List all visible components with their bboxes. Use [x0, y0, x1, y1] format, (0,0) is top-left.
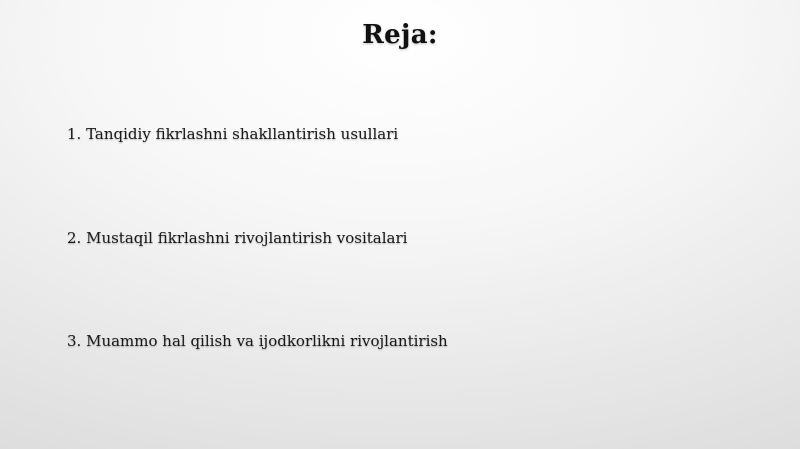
plan-item-3: 3. Muammo hal qilish va ijodkorlikni rivojlantirish	[67, 332, 448, 350]
plan-item-1: 1. Tanqidiy fikrlashni shakllantirish usullari	[67, 125, 399, 143]
slide-title: Reja:	[362, 20, 438, 50]
plan-item-2: 2. Mustaqil fikrlashni rivojlantirish vositalari	[67, 229, 408, 247]
